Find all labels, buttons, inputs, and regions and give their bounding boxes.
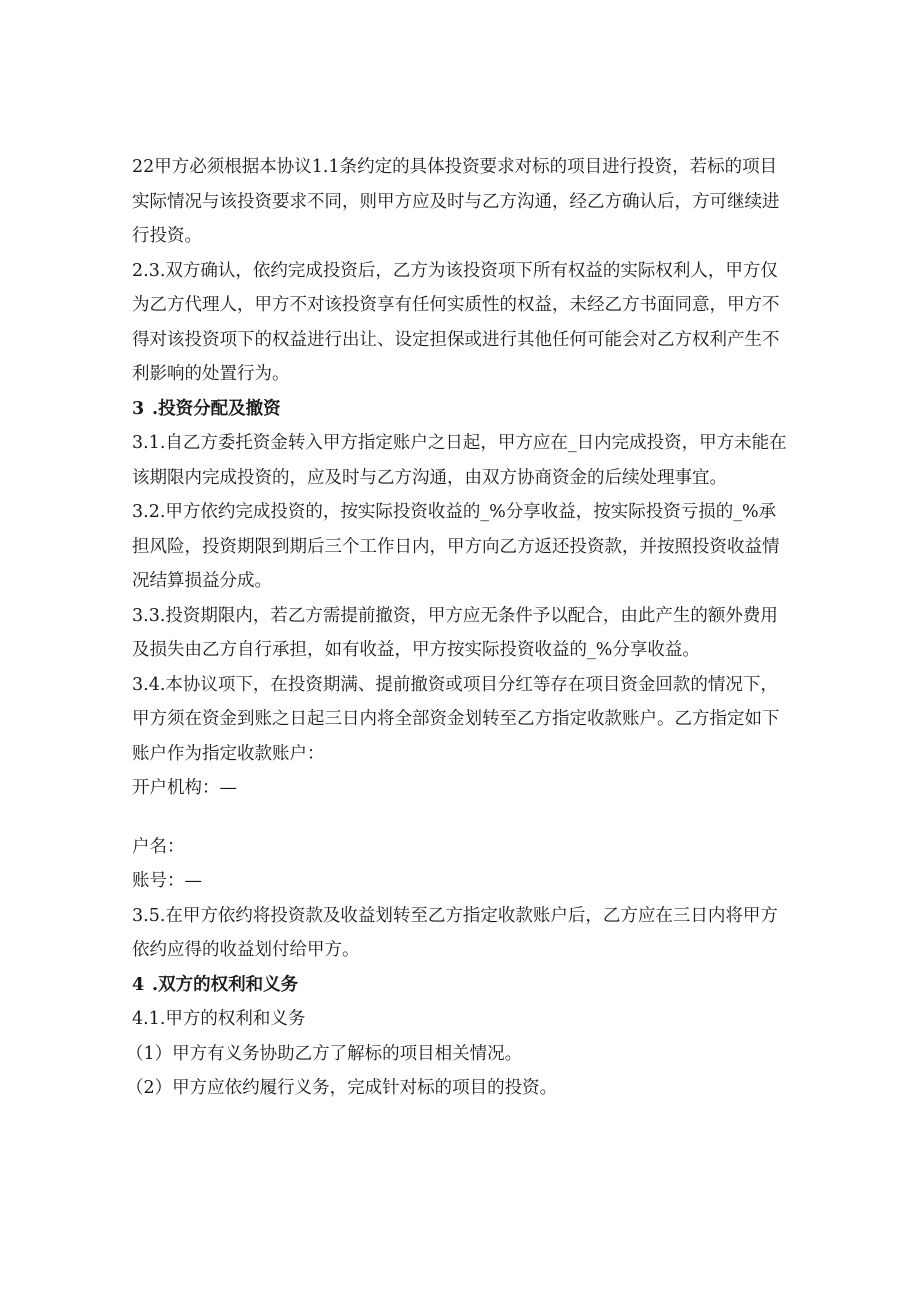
clause-3-1: 3.1.自乙方委托资金转入甲方指定账户之日起，甲方应在_日内完成投资，甲方未能在该期限内完成投资的，应及时与乙方沟通，由双方协商资金的后续处理事宜。 bbox=[132, 433, 787, 488]
clause-2-2: 22甲方必须根据本协议1.1条约定的具体投资要求对标的项目进行投资，若标的项目实际情况与该投资要求不同，则甲方应及时与乙方沟通，经乙方确认后，方可继续进行投资。 bbox=[132, 157, 780, 246]
clause-2-3: 2.3.双方确认，依约完成投资后，乙方为该投资项下所有权益的实际权利人，甲方仅为乙方代理人，甲方不对该投资享有任何实质性的权益，未经乙方书面同意，甲方不得对该投资项下的权益进行出让、设定担保或进行其他任何可能会对乙方权利产生不利影响的处置行为。 bbox=[132, 260, 780, 384]
account-number: 账号：— bbox=[132, 871, 202, 891]
document-body bbox=[126, 150, 792, 1106]
clause-3-3: 3.3.投资期限内，若乙方需提前撤资，甲方应无条件予以配合，由此产生的额外费用及损失由乙方自行承担，如有收益，甲方按实际投资收益的_%分享收益。 bbox=[132, 605, 778, 660]
section-4-number: 4 bbox=[132, 974, 145, 995]
clause-4-1-item-1: （1）甲方有义务协助乙方了解标的项目相关情况。 bbox=[126, 1043, 523, 1064]
section-4-heading bbox=[132, 968, 792, 1003]
clause-4-1: 4.1.甲方的权利和义务 bbox=[132, 1009, 306, 1029]
account-name: 户名： bbox=[132, 836, 185, 857]
clause-3-5: 3.5.在甲方依约将投资款及收益划转至乙方指定收款账户后，乙方应在三日内将甲方依约应得的收益划付给甲方。 bbox=[132, 905, 778, 960]
section-4-title: .双方的权利和义务 bbox=[152, 974, 299, 995]
spacer bbox=[132, 806, 792, 830]
clause-3-4: 3.4.本协议项下，在投资期满、提前撤资或项目分红等存在项目资金回款的情况下，甲方须在资金到账之日起三日内将全部资金划转至乙方指定收款账户。乙方指定如下账户作为指定收款账户： bbox=[132, 674, 780, 764]
section-3-number: 3 bbox=[132, 398, 145, 419]
clause-4-1-item-2: （2）甲方应依约履行义务，完成针对标的项目的投资。 bbox=[126, 1078, 558, 1098]
section-3-title: .投资分配及撤资 bbox=[152, 398, 281, 419]
account-bank: 开户机构：— bbox=[132, 778, 237, 798]
clause-3-2: 3.2.甲方依约完成投资的，按实际投资收益的_%分享收益，按实际投资亏损的_%承担风险，投资期限到期后三个工作日内，甲方向乙方返还投资款，并按照投资收益情况结算损益分成。 bbox=[132, 502, 780, 591]
section-3-heading bbox=[132, 392, 792, 427]
